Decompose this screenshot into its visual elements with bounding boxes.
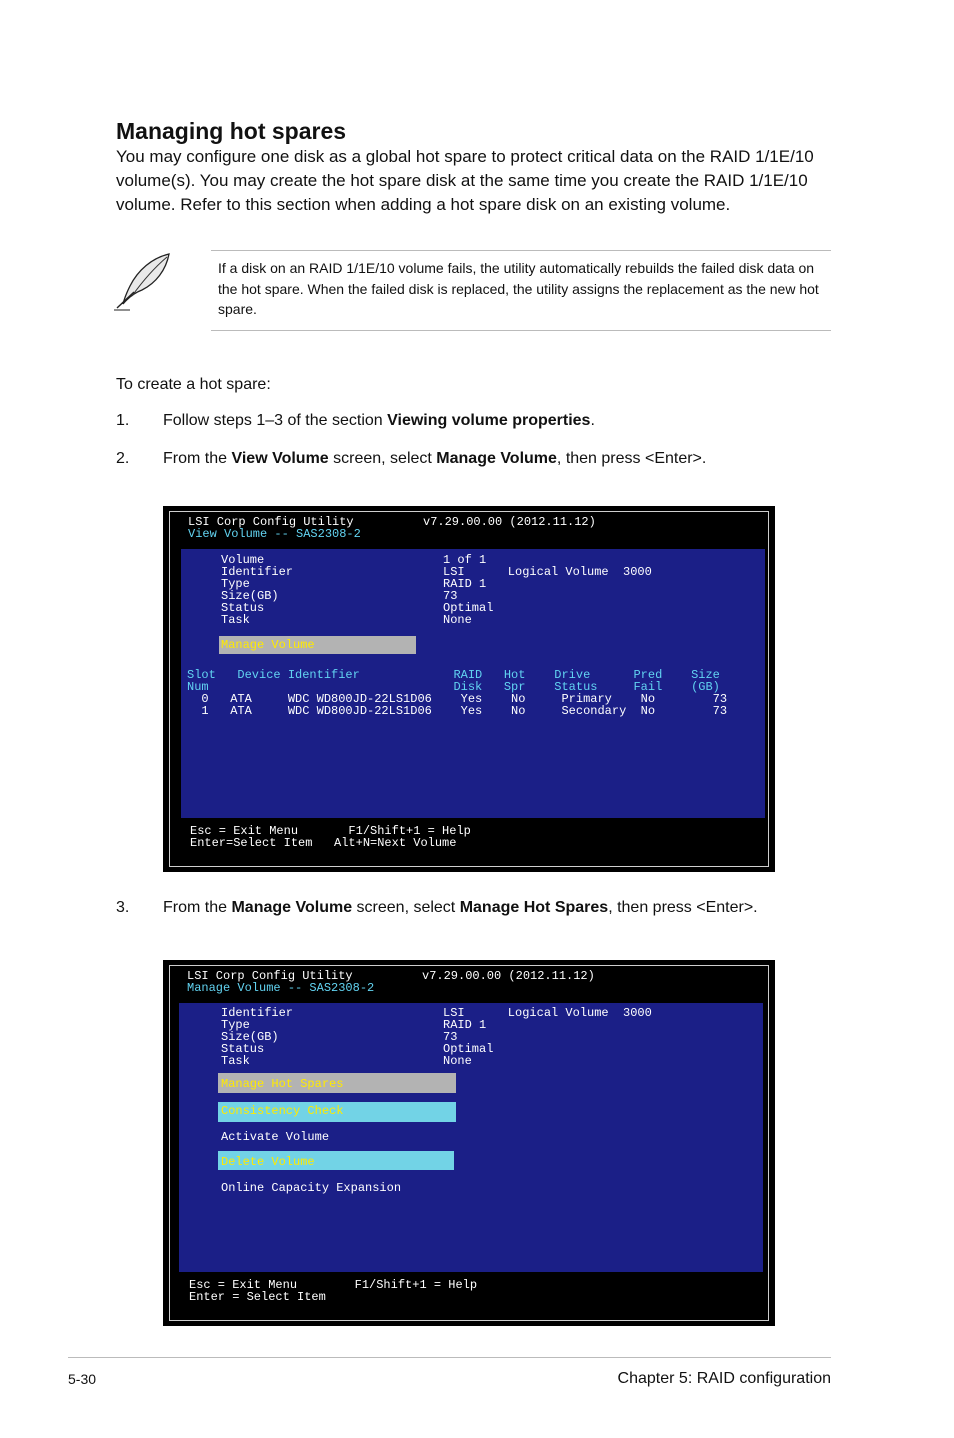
utility-title: LSI Corp Config Utility <box>188 515 354 529</box>
table-header: Slot Device Identifier RAID Hot Drive Pred Size <box>187 668 720 682</box>
prop-label: Size(GB) <box>221 589 279 603</box>
manage-hot-spares-menu-item[interactable] <box>218 1073 456 1093</box>
footer-rule <box>68 1357 831 1358</box>
prop-label: Status <box>221 601 265 615</box>
menu-item-label: Delete Volume <box>221 1155 315 1169</box>
consistency-check-menu-item[interactable] <box>218 1102 456 1122</box>
prop-value: RAID 1 <box>443 577 487 591</box>
prop-label: Task <box>221 1054 250 1068</box>
view-volume-screen <box>163 506 775 872</box>
prop-value: Optimal <box>443 1042 494 1056</box>
step-1-text: Follow steps 1–3 of the section Viewing volume properties. <box>163 412 595 429</box>
prop-label: Type <box>221 577 250 591</box>
prop-label: Status <box>221 1042 265 1056</box>
table-header: Num Disk Spr Status Fail (GB) <box>187 680 720 694</box>
step-3-text: From the Manage Volume screen, select Manage Hot Spares, then press <Enter>. <box>163 899 758 916</box>
screen-subtitle: Manage Volume -- SAS2308-2 <box>187 981 375 995</box>
utility-title: LSI Corp Config Utility <box>187 969 353 983</box>
online-capacity-expansion-menu-item[interactable]: Online Capacity Expansion <box>221 1181 402 1195</box>
note-top-rule <box>211 250 831 251</box>
prop-value: 1 of 1 <box>443 553 487 567</box>
prop-label: Size(GB) <box>221 1030 279 1044</box>
manage-volume-menu-item[interactable] <box>219 636 416 654</box>
menu-item-label: Manage Volume <box>221 638 315 652</box>
prop-value: None <box>443 1054 472 1068</box>
intro-paragraph: You may configure one disk as a global hot spare to protect critical data on the RAID 1/1E/10 volume(s). You may create the hot spare disk at the same time you create the RAID 1/1E/10 volume. Refer to this section when adding a hot spare disk on an existing volume. <box>116 147 814 214</box>
prop-label: Type <box>221 1018 250 1032</box>
prop-value: LSI Logical Volume 3000 <box>443 565 652 579</box>
screen-subtitle: View Volume -- SAS2308-2 <box>188 527 361 541</box>
step-number: 3. <box>116 899 130 916</box>
prop-label: Volume <box>221 553 265 567</box>
prop-value: 73 <box>443 589 458 603</box>
footer-help: Esc = Exit Menu F1/Shift+1 = Help <box>190 824 471 838</box>
manage-volume-screen <box>163 960 775 1326</box>
chapter-title: Chapter 5: RAID configuration <box>617 1370 831 1387</box>
footer-help: Enter=Select Item Alt+N=Next Volume <box>190 836 457 850</box>
step-number: 1. <box>116 412 130 429</box>
note-text: If a disk on an RAID 1/1E/10 volume fails, the utility automatically rebuilds the failed disk data on the hot spare. When the failed disk is replaced, the utility assigns the replacement as the new hot spare. <box>218 260 819 317</box>
steps-intro: To create a hot spare: <box>116 376 271 393</box>
prop-value: 73 <box>443 1030 458 1044</box>
page-number: 5-30 <box>68 1371 97 1387</box>
delete-volume-menu-item[interactable] <box>218 1151 454 1170</box>
prop-value: LSI Logical Volume 3000 <box>443 1006 652 1020</box>
utility-version: v7.29.00.00 (2012.11.12) <box>422 969 595 983</box>
page-title: Managing hot spares <box>116 118 347 144</box>
prop-label: Identifier <box>221 565 294 579</box>
prop-value: Optimal <box>443 601 494 615</box>
note-bottom-rule <box>211 330 831 331</box>
footer-help: Esc = Exit Menu F1/Shift+1 = Help <box>189 1278 478 1292</box>
table-row[interactable]: 1 ATA WDC WD800JD-22LS1D06 Yes No Secondary No 73 <box>187 704 728 718</box>
activate-volume-menu-item[interactable]: Activate Volume <box>221 1130 330 1144</box>
step-number: 2. <box>116 450 130 467</box>
menu-item-label: Consistency Check <box>221 1104 344 1118</box>
table-row[interactable]: 0 ATA WDC WD800JD-22LS1D06 Yes No Primary No 73 <box>187 692 728 706</box>
prop-value: None <box>443 613 472 627</box>
menu-item-label: Manage Hot Spares <box>221 1077 344 1091</box>
step-2-text: From the View Volume screen, select Manage Volume, then press <Enter>. <box>163 450 707 467</box>
prop-label: Task <box>221 613 250 627</box>
footer-help: Enter = Select Item <box>189 1290 326 1304</box>
quill-pen-icon <box>112 250 174 314</box>
utility-version: v7.29.00.00 (2012.11.12) <box>423 515 596 529</box>
prop-label: Identifier <box>221 1006 294 1020</box>
prop-value: RAID 1 <box>443 1018 487 1032</box>
